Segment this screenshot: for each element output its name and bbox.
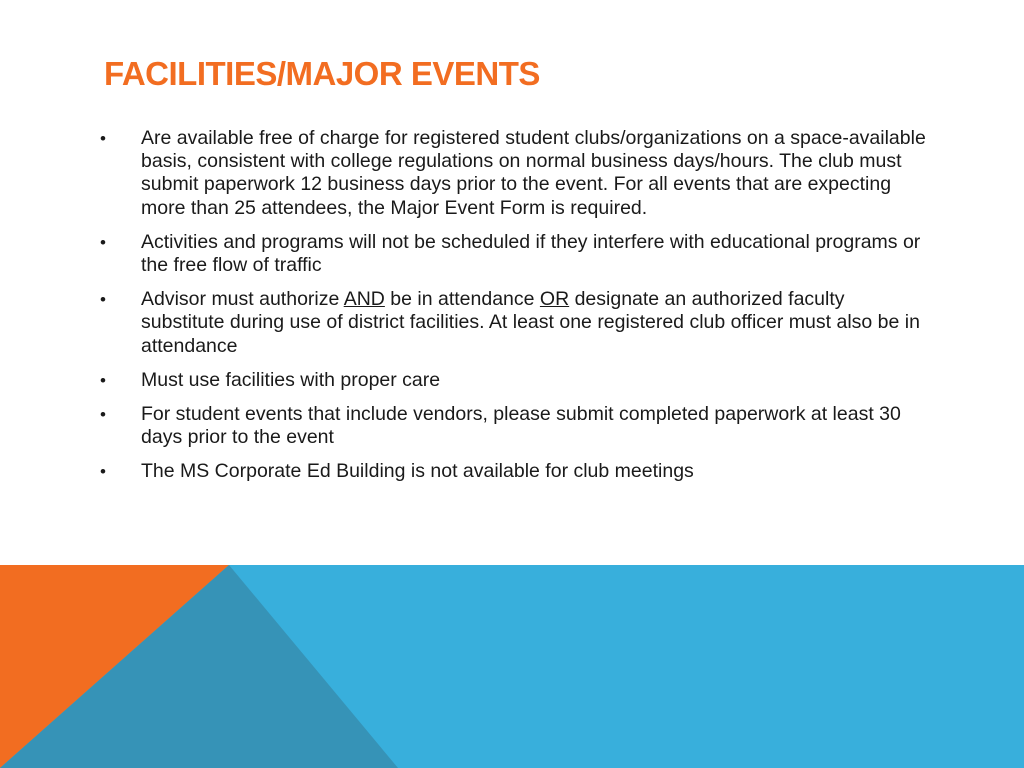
bullet-text	[141, 288, 920, 356]
bullet-list	[100, 127, 930, 495]
bullet-text: Must use facilities with proper care	[141, 368, 441, 391]
bullet-marker: •	[100, 129, 106, 148]
bullet-text: For student events that include vendors, please submit completed paperwork at least 30 days prior to the event	[141, 403, 901, 449]
bullet-marker: •	[100, 370, 106, 390]
bullet-item-care	[100, 369, 930, 392]
bullet-item-advisor	[100, 288, 930, 358]
emphasis-and: AND	[343, 288, 385, 311]
bullet-marker: •	[100, 462, 106, 482]
emphasis-or: OR	[539, 288, 570, 311]
bullet-item-vendors	[100, 403, 930, 449]
bullet-text: Are available free of charge for registered student clubs/organizations on a space-available basis, consistent with college regulations on normal business days/hours. The club must submit paperwork 12 business days prior to the event. For all events that are expecting more than 25 attendees, the Major Event Form is required.	[141, 127, 926, 219]
bullet-item-building	[100, 460, 930, 483]
bullet-marker: •	[100, 405, 106, 425]
bullet-item-scheduling	[100, 231, 930, 277]
bullet-marker: •	[100, 232, 106, 252]
bullet-text-part: Advisor must authorize	[141, 288, 344, 311]
bullet-marker: •	[100, 290, 106, 310]
bullet-text-part: designate an authorized faculty substitute during use of district facilities. At least one registered club officer must also be in attendance	[141, 288, 920, 357]
bullet-text: The MS Corporate Ed Building is not available for club meetings	[141, 460, 694, 483]
bullet-item-availability	[100, 127, 930, 220]
bullet-text: Activities and programs will not be scheduled if they interfere with educational programs or the free flow of traffic	[141, 230, 921, 277]
decorative-color-band	[0, 565, 1024, 768]
slide-title: FACILITIES/MAJOR EVENTS	[104, 55, 540, 92]
bullet-text-part: be in attendance	[384, 288, 540, 311]
